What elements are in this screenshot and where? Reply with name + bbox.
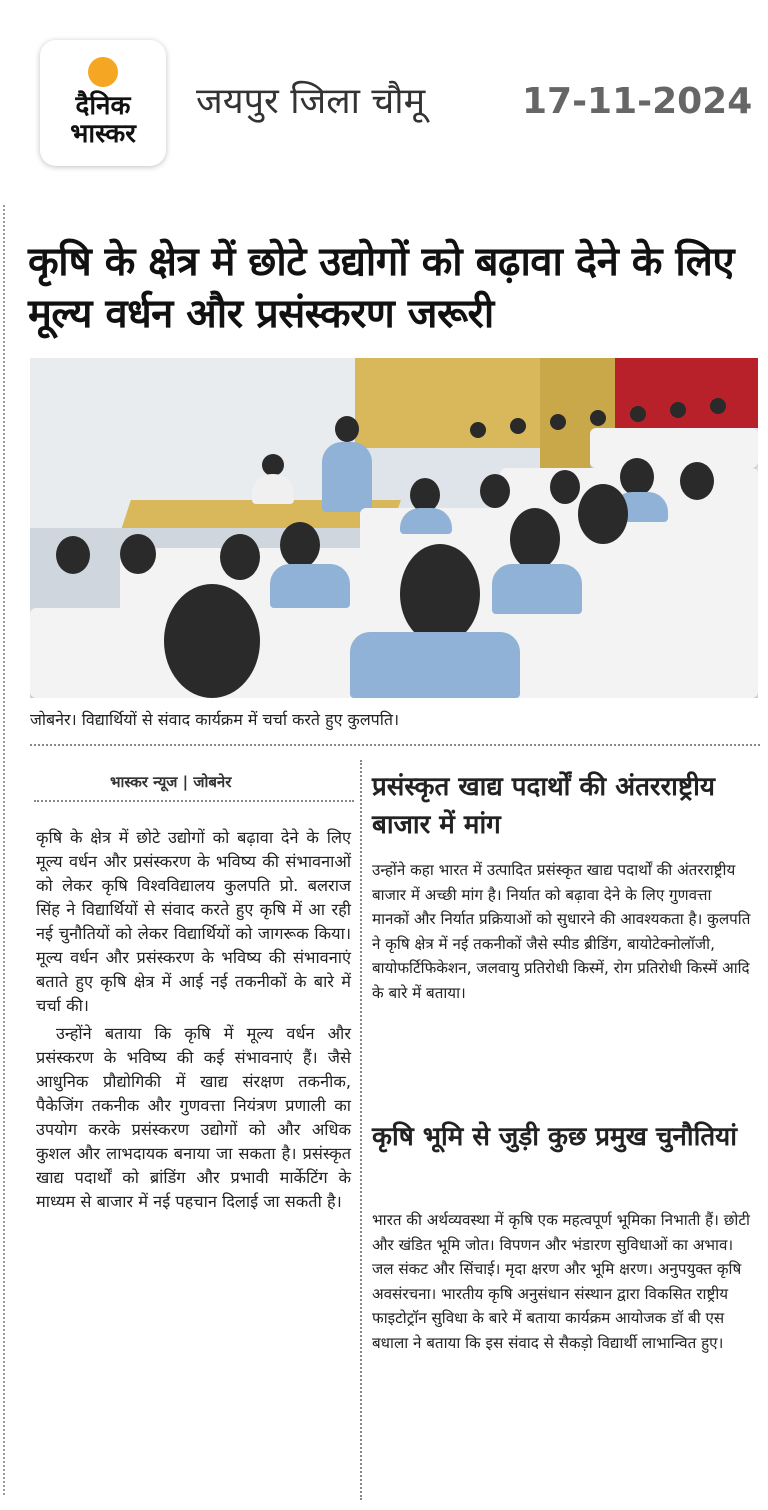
- left-paragraph-2: उन्होंने बताया कि कृषि में मूल्य वर्धन और प्रसंस्करण के भविष्य की कई संभावनाएं हैं। जैसे आधुनिक प्रौद्योगिकी में खाद्य संरक्षण तकनीक, पैकेजिंग तकनीक और गुणवत्ता नियंत्रण प्रणाली का उपयोग करके प्रसंस्करण उद्योगों को और अधिक कुशल और लाभदायक बनाया जा सकता है। प्रसंस्कृत खाद्य पदार्थों को ब्रांडिंग और प्रभावी मार्केटिंग के माध्यम से बाजार में नई पहचान दिलाई जा सकती है।: [36, 1024, 351, 1211]
- header: [0, 0, 768, 190]
- column-divider: [360, 760, 362, 1500]
- divider: [30, 744, 760, 746]
- edition-date: 17-11-2024: [522, 81, 753, 122]
- news-photo: [30, 358, 758, 698]
- left-dotted-border: [3, 205, 5, 1495]
- dainik-bhaskar-logo: [40, 40, 166, 166]
- right-paragraph-2: भारत की अर्थव्यवस्था में कृषि एक महत्वपूर्ण भूमिका निभाती हैं। छोटी और खंडित भूमि जोत। विपणन और भंडारण सुविधाओं का अभाव।जल संकट और सिंचाई। मृदा क्षरण और भूमि क्षरण। अनुपयुक्त कृषि अवसंरचना। भारतीय कृषि अनुसंधान संस्थान द्वारा विकसित राष्ट्रीय फाइटोट्रॉन सुविधा के बारे में बताया कार्यक्रम आयोजक डॉ बी एस बधाला ने बताया कि इस संवाद से सैकड़ो विद्यार्थी लाभान्वित हुए।: [372, 1211, 750, 1352]
- subheading-1: प्रसंस्कृत खाद्य पदार्थों की अंतरराष्ट्रीय बाजार में मांग: [372, 772, 715, 840]
- left-column: [36, 826, 351, 1218]
- edition-place: जयपुर जिला चौमू: [196, 81, 426, 122]
- right-paragraph-1: उन्होंने कहा भारत में उत्पादित प्रसंस्कृत खाद्य पदार्थों की अंतरराष्ट्रीय बाजार में अच्छी मांग है। निर्यात को बढ़ावा देने के लिए गुणवत्ता मानकों और निर्यात प्रक्रियाओं को सुधारने की आवश्यकता है। कुलपति ने कृषि क्षेत्र में नई तकनीकों जैसे स्पीड ब्रीडिंग, बायोटेक्नोलॉजी, बायोफर्टिफिकेशन, जलवायु प्रतिरोधी किस्में, रोग प्रतिरोधी किस्में आदि के बारे में बताया।: [372, 861, 751, 1002]
- headline: कृषि के क्षेत्र में छोटे उद्योगों को बढ़ावा देने के लिए मूल्य वर्धन और प्रसंस्करण जरूरी: [28, 239, 734, 337]
- left-paragraph-1: कृषि के क्षेत्र में छोटे उद्योगों को बढ़ावा देने के लिए मूल्य वर्धन और प्रसंस्करण के भविष्य की संभावनाओं को लेकर कृषि विश्वविद्यालय कुलपति प्रो. बलराज सिंह ने विद्यार्थियों से संवाद करते हुए कृषि में आ रही नई चुनौतियों को लेकर विद्यार्थियों को जागरूक किया। मूल्य वर्धन और प्रसंस्करण के भविष्य की संभावनाएं बताते हुए कृषि क्षेत्र में आई नई तकनीकों के बारे में चर्चा की।: [36, 828, 351, 1015]
- logo-line1: दैनिक: [75, 91, 131, 121]
- sun-icon: [88, 57, 118, 87]
- logo-line2: भास्कर: [70, 119, 136, 149]
- byline: भास्कर न्यूज | जोबनेर: [110, 773, 232, 791]
- subheading-2: कृषि भूमि से जुड़ी कुछ प्रमुख चुनौतियां: [372, 1122, 737, 1152]
- byline-divider: [34, 800, 354, 802]
- photo-caption: जोबनेर। विद्यार्थियों से संवाद कार्यक्रम में चर्चा करते हुए कुलपति।: [30, 710, 400, 729]
